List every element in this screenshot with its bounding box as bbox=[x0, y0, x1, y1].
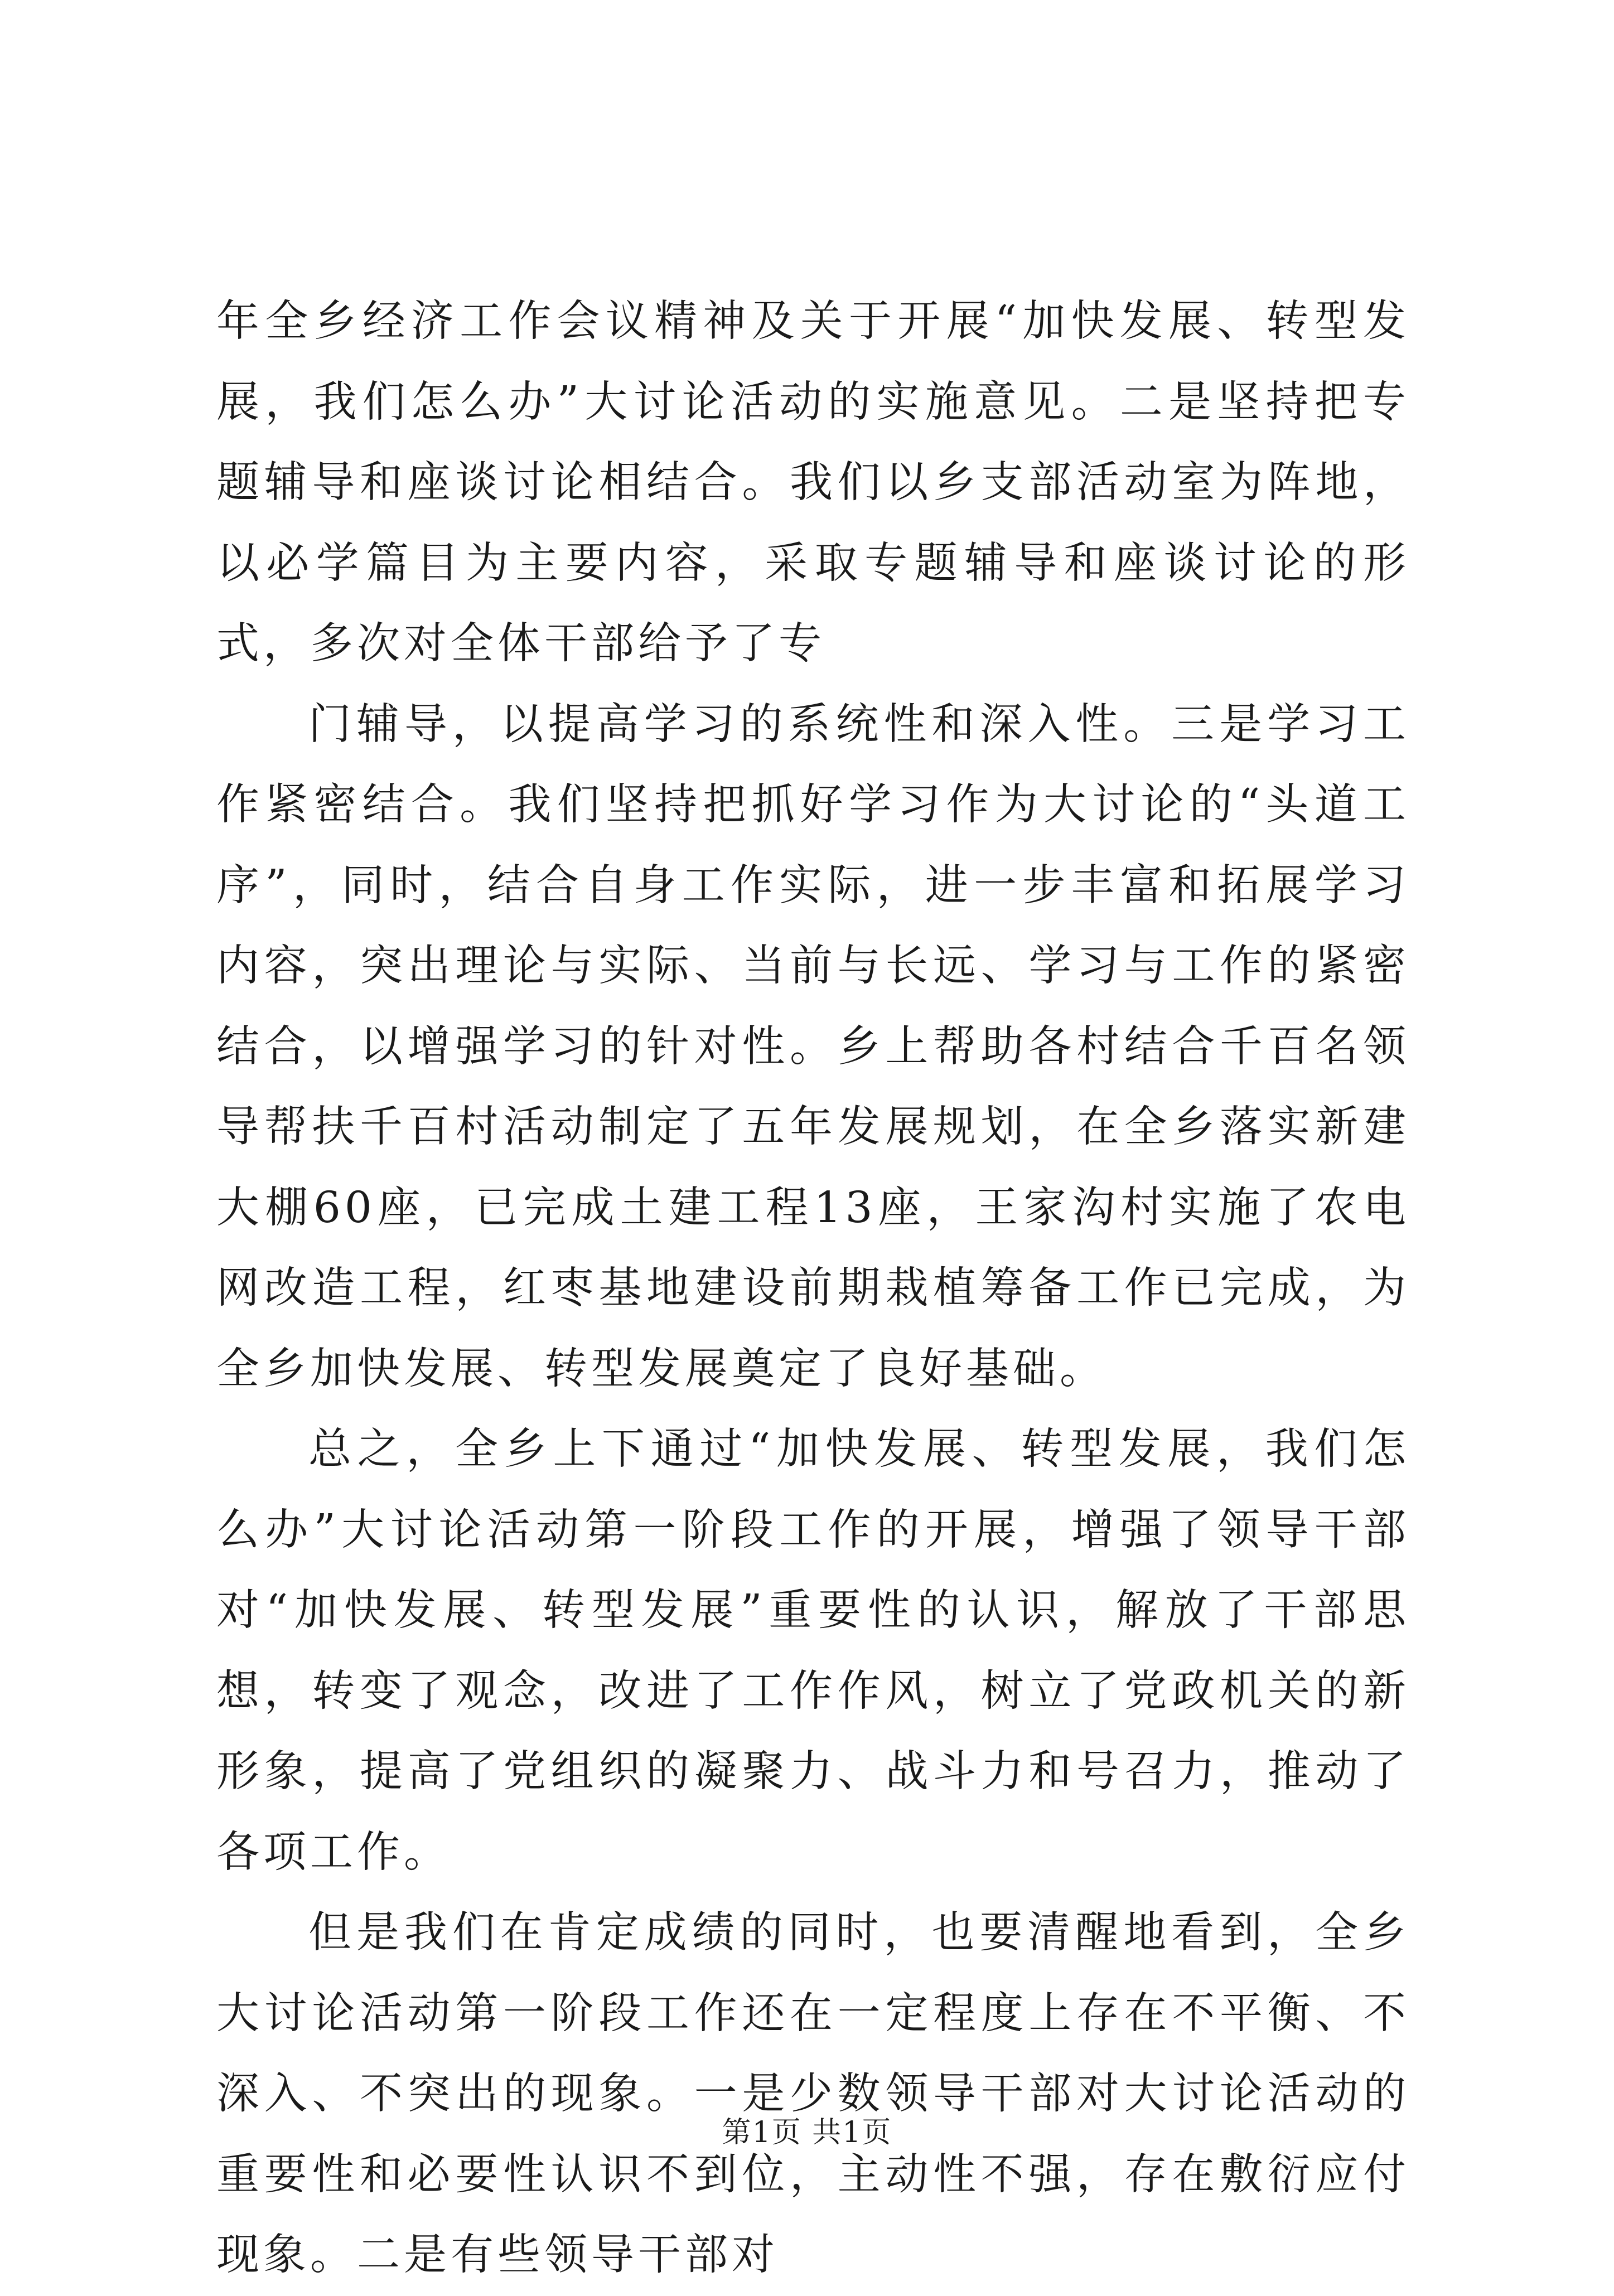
paragraph-3: 总之，全乡上下通过“加快发展、转型发展，我们怎么办”大讨论活动第一阶段工作的开展，增强了领导干部对“加快发展、转型发展”重要性的认识，解放了干部思想，转变了观念，改进了工作作风，树立了党政机关的新形象，提高了党组织的凝聚力、战斗力和号召力，推动了各项工作。 bbox=[216, 1425, 1410, 1877]
document-body bbox=[216, 282, 1410, 2296]
paragraph-2: 门辅导，以提高学习的系统性和深入性。三是学习工作紧密结合。我们坚持把抓好学习作为大讨论的“头道工序”，同时，结合自身工作实际，进一步丰富和拓展学习内容，突出理论与实际、当前与长远、学习与工作的紧密结合，以增强学习的针对性。乡上帮助各村结合千百名领导帮扶千百村活动制定了五年发展规划，在全乡落实新建大棚60座，已完成土建工程13座，王家沟村实施了农电网改造工程，红枣基地建设前期栽植筹备工作已完成，为全乡加快发展、转型发展奠定了良好基础。 bbox=[216, 699, 1410, 1394]
page-footer: 第1页 共1页 bbox=[722, 2116, 892, 2149]
paragraph-1: 年全乡经济工作会议精神及关于开展“加快发展、转型发展，我们怎么办”大讨论活动的实施意见。二是坚持把专题辅导和座谈讨论相结合。我们以乡支部活动室为阵地，以必学篇目为主要内容，采取专题辅导和座谈讨论的形式，多次对全体干部给予了专 bbox=[216, 297, 1410, 669]
paragraph-4: 但是我们在肯定成绩的同时，也要清醒地看到，全乡大讨论活动第一阶段工作还在一定程度上存在不平衡、不深入、不突出的现象。一是少数领导干部对大讨论活动的重要性和必要性认识不到位，主动性不强，存在敷衍应付现象。二是有些领导干部对 bbox=[216, 1908, 1410, 2280]
